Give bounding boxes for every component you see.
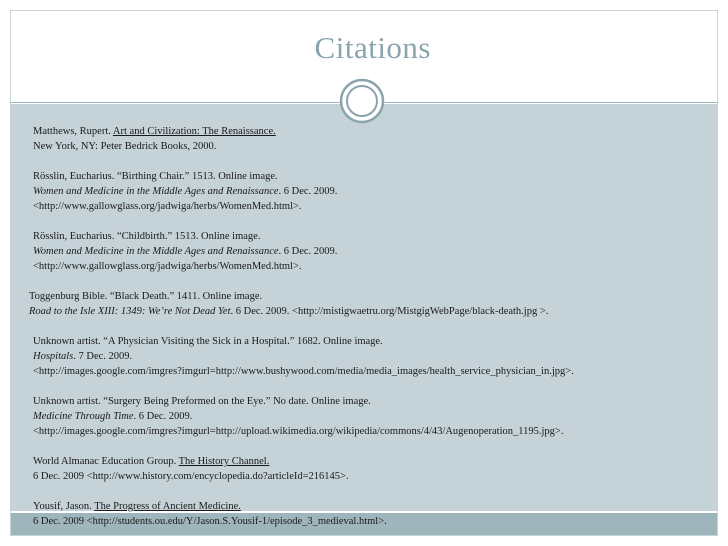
citation-text: . 6 Dec. 2009. xyxy=(278,186,338,197)
citation-text: Unknown artist. “A Physician Visiting the Sick in a Hospital.” 1682. Online image. xyxy=(33,336,383,347)
citation-title: Road to the Isle XIII: 1349: We’re Not Dead Yet xyxy=(29,306,231,317)
citation-line xyxy=(33,364,713,379)
citation-entry xyxy=(33,394,713,439)
citation-title: Women and Medicine in the Middle Ages and Renaissance xyxy=(33,186,279,197)
citation-text: Unknown artist. “Surgery Being Preformed on the Eye.” No date. Online image. xyxy=(33,396,371,407)
citation-line xyxy=(33,409,713,424)
citation-text: . 6 Dec. 2009. xyxy=(133,411,193,422)
citation-line xyxy=(33,514,713,529)
citation-entry xyxy=(33,454,713,484)
citation-entry xyxy=(33,169,713,214)
citation-text: Rösslin, Eucharius. “Birthing Chair.” 1513. Online image. xyxy=(33,171,278,182)
citation-line xyxy=(29,304,713,319)
citation-line xyxy=(33,259,713,274)
citation-title: Medicine Through Time xyxy=(33,411,134,422)
citation-text: 6 Dec. 2009 <http://www.history.com/encyclopedia.do?articleId=216145>. xyxy=(33,471,349,482)
citation-title: Women and Medicine in the Middle Ages and Renaissance xyxy=(33,246,279,257)
citation-text: 6 Dec. 2009 <http://students.ou.edu/Y/Jason.S.Yousif-1/episode_3_medieval.html>. xyxy=(33,516,387,527)
citation-line xyxy=(33,229,713,244)
citation-line xyxy=(33,349,713,364)
citation-url: <http://www.gallowglass.org/jadwiga/herbs/WomenMed.html>. xyxy=(33,261,302,272)
citation-line xyxy=(33,424,713,439)
citation-text: . 7 Dec. 2009. xyxy=(73,351,133,362)
citation-entry xyxy=(29,289,713,319)
citation-text: World Almanac Education Group. xyxy=(33,456,179,467)
citation-line xyxy=(33,499,713,514)
citation-entry xyxy=(33,124,713,154)
citation-text: Rösslin, Eucharius. “Childbirth.” 1513. Online image. xyxy=(33,231,261,242)
citation-text: Toggenburg Bible. “Black Death.” 1411. Online image. xyxy=(29,291,263,302)
citation-text: . 6 Dec. 2009. xyxy=(278,246,338,257)
citation-line xyxy=(33,244,713,259)
citation-title: Art and Civilization: The Renaissance. xyxy=(112,126,276,137)
citation-line xyxy=(29,289,713,304)
citation-text: Matthews, Rupert. xyxy=(33,126,113,137)
citation-text: Yousif, Jason. xyxy=(33,501,95,512)
citation-url: <http://images.google.com/imgres?imgurl=http://upload.wikimedia.org/wikipedia/commons/4/43/Augenoperation_1195.jpg>. xyxy=(33,426,564,437)
citation-line xyxy=(33,169,713,184)
citation-line xyxy=(33,454,713,469)
citation-text: . 6 Dec. 2009. <http://mistigwaetru.org/MistgigWebPage/black-death.jpg >. xyxy=(230,306,549,317)
citation-text: New York, NY: Peter Bedrick Books, 2000. xyxy=(33,141,217,152)
citation-line xyxy=(33,334,713,349)
citation-title: The History Channel. xyxy=(178,456,270,467)
citation-title: The Progress of Ancient Medicine. xyxy=(94,501,241,512)
citation-line xyxy=(33,394,713,409)
citation-line xyxy=(33,139,713,154)
citation-line xyxy=(33,469,713,484)
citation-url: <http://images.google.com/imgres?imgurl=http://www.bushywood.com/media/media_images/health_service_physician_in.jpg>. xyxy=(33,366,574,377)
citation-line xyxy=(33,124,713,139)
citation-title: Hospitals xyxy=(33,351,74,362)
citations-list xyxy=(29,124,713,544)
citation-line xyxy=(33,184,713,199)
page-title: Citations xyxy=(314,30,431,65)
citation-entry xyxy=(33,334,713,379)
citation-entry xyxy=(33,499,713,529)
double-ring-icon xyxy=(339,78,385,124)
citation-entry xyxy=(33,229,713,274)
citation-url: <http://www.gallowglass.org/jadwiga/herbs/WomenMed.html>. xyxy=(33,201,302,212)
citation-line xyxy=(33,199,713,214)
